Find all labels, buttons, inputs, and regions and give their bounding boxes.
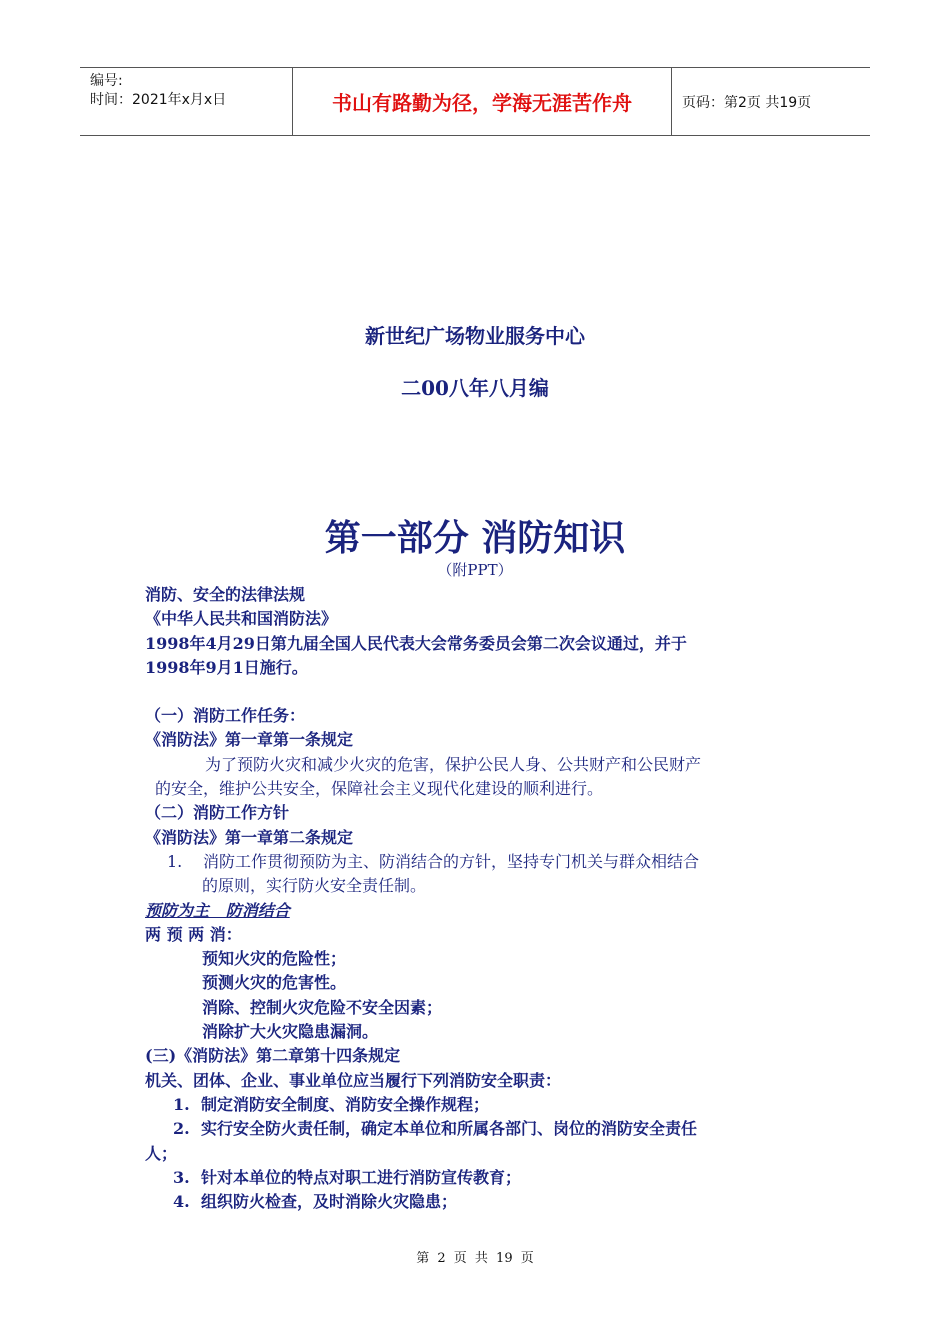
law-reference: 《消防法》第一章第二条规定 <box>145 827 354 847</box>
document-body <box>145 583 815 1214</box>
body-line: 1998年9月1日施行。 <box>145 657 308 677</box>
list-text: 制定消防安全制度、消防安全操作规程； <box>201 1094 490 1114</box>
list-item: 预测火灾的危害性。 <box>202 973 347 993</box>
list-item: 预知火灾的危险性； <box>202 949 347 969</box>
list-text: 针对本单位的特点对职工进行消防宣传教育； <box>201 1167 522 1187</box>
list-text: 实行安全防火责任制，确定本单位和所属各部门、岗位的消防安全责任 <box>201 1119 698 1139</box>
page-footer: 第 2 页 共 19 页 <box>416 1251 534 1266</box>
list-item <box>145 1093 815 1117</box>
header-meta <box>80 68 293 135</box>
list-number: 2. <box>173 1119 190 1139</box>
list-item: 消除扩大火灾隐患漏洞。 <box>202 1022 379 1042</box>
time-label: 时间：2021年x月x日 <box>90 92 227 108</box>
section-subtitle: （附PPT） <box>437 561 513 579</box>
section-heading: （二）消防工作方针 <box>145 803 290 823</box>
page-header <box>80 67 870 136</box>
two-heading: 两 预 两 消： <box>145 924 242 944</box>
law-reference: 《消防法》第一章第一条规定 <box>145 730 354 750</box>
list-item-continuation: 的原则，实行防火安全责任制。 <box>202 876 427 896</box>
paragraph-line: 的安全，维护公共安全，保障社会主义现代化建设的顺利进行。 <box>155 779 604 799</box>
body-line: 机关、团体、企业、事业单位应当履行下列消防安全职责： <box>145 1070 562 1090</box>
edit-date: 二00八年八月编 <box>401 376 549 400</box>
list-text: 组织防火检查，及时消除火灾隐患； <box>201 1192 458 1212</box>
body-line: 《中华人民共和国消防法》 <box>145 609 338 629</box>
list-number: 1. <box>173 1094 190 1114</box>
list-item: 消除、控制火灾危险不安全因素； <box>202 997 443 1017</box>
body-line: 1998年4月29日第九届全国人民代表大会常务委员会第二次会议通过，并于 <box>145 633 687 653</box>
list-item <box>145 850 815 874</box>
header-motto: 书山有路勤为径，学海无涯苦作舟 <box>293 68 672 135</box>
body-line: 消防、安全的法律法规 <box>145 585 306 604</box>
list-number: 3. <box>173 1167 190 1187</box>
section-title: 第一部分 消防知识 <box>324 517 626 559</box>
list-number: 4. <box>173 1192 190 1212</box>
section-heading: (三)《消防法》第二章第十四条规定 <box>145 1046 401 1066</box>
list-text: 消防工作贯彻预防为主、防消结合的方针，坚持专门机关与群众相结合 <box>203 851 700 871</box>
list-item <box>145 1166 815 1190</box>
list-number: 1. <box>167 851 183 871</box>
section-heading: （一）消防工作任务： <box>145 706 306 726</box>
list-item <box>145 1190 815 1214</box>
paragraph-line: 为了预防火灾和减少火灾的危害，保护公民人身、公共财产和公民财产 <box>205 754 702 774</box>
motto-line: 预防为主 防消结合 <box>145 900 290 920</box>
org-name: 新世纪广场物业服务中心 <box>365 324 585 348</box>
number-label: 编号: <box>90 73 123 89</box>
header-page-info: 页码：第2页 共19页 <box>682 94 812 111</box>
list-item-continuation: 人； <box>145 1143 178 1163</box>
list-item <box>145 1117 815 1141</box>
